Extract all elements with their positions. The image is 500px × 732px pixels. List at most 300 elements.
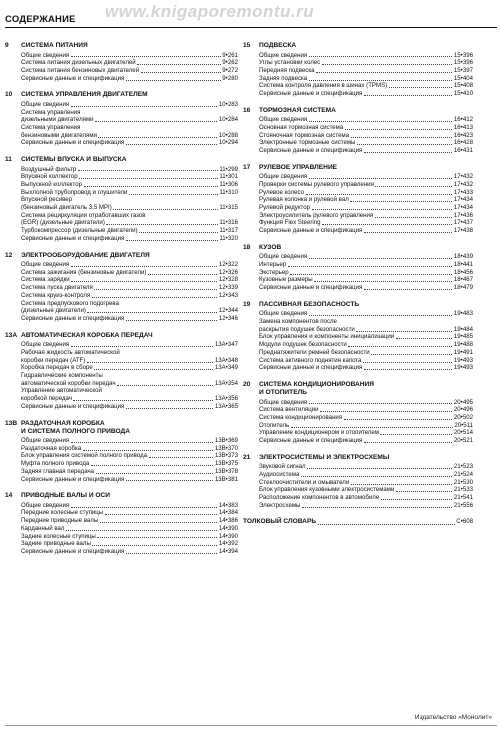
toc-entry[interactable] — [5, 387, 238, 402]
section-title — [259, 164, 473, 172]
entry-label: Управление кондиционером и отопителем — [259, 429, 379, 437]
section-title — [259, 244, 473, 252]
entry-page-number: 18•479 — [453, 284, 473, 292]
entry-label: Рулевая колонка и рулевой вал — [259, 196, 349, 204]
section-heading — [243, 107, 473, 115]
entry-page-number: 15•410 — [453, 90, 473, 98]
entry-label: Задняя главная передача — [21, 467, 95, 475]
dot-leader — [375, 217, 453, 218]
toc-entry[interactable] — [243, 341, 473, 349]
entry-label: Общие сведения — [21, 51, 70, 59]
glossary-label: ТОЛКОВЫЙ СЛОВАРЬ — [243, 518, 317, 526]
dot-leader — [309, 258, 453, 259]
dot-leader — [302, 507, 452, 508]
toc-entry[interactable] — [243, 227, 473, 235]
dot-leader — [318, 524, 455, 525]
entry-row — [21, 357, 238, 365]
entry-page-number: 12•339 — [218, 284, 238, 292]
entry-label-line: раскрытия подушек безопасности — [259, 325, 355, 333]
entry-label: Общие сведения — [21, 437, 70, 445]
toc-entry[interactable] — [243, 502, 473, 510]
toc-entry[interactable] — [243, 463, 473, 471]
entry-page-number: 10•284 — [218, 116, 238, 124]
toc-entry[interactable] — [5, 364, 238, 372]
section-title-line: КУЗОВ — [259, 243, 282, 251]
entry-page-number: 20•514 — [453, 429, 473, 437]
entry-page-number: 18•467 — [453, 276, 473, 284]
dot-leader — [71, 346, 214, 347]
dot-leader — [348, 346, 452, 347]
dot-leader — [396, 491, 453, 492]
section-number: 12 — [5, 251, 13, 259]
entry-page-number: 11•306 — [219, 180, 238, 188]
entry-page-number: 13В•370 — [214, 444, 238, 452]
toc-entry[interactable] — [243, 59, 473, 67]
dot-leader — [389, 87, 453, 88]
dot-leader — [66, 530, 217, 531]
section-heading — [5, 42, 238, 50]
watermark: www.knigaporemontu.ru — [105, 2, 315, 21]
dot-leader — [322, 224, 452, 225]
toc-entry[interactable] — [243, 139, 473, 147]
toc-entry[interactable] — [243, 269, 473, 277]
toc-entry[interactable] — [5, 437, 238, 445]
entry-page-number: 11•316 — [219, 219, 238, 227]
entry-page-number: 9•280 — [222, 74, 238, 82]
entry-page-number: 13В•375 — [214, 460, 238, 468]
toc-entry[interactable] — [243, 318, 473, 333]
entry-label-line: (дизельные двигатели) — [21, 307, 86, 315]
toc-entry[interactable] — [5, 212, 238, 227]
section-title — [259, 107, 473, 115]
dot-leader — [113, 209, 218, 210]
entry-label: Основная тормозная система — [259, 123, 344, 131]
toc-column-left — [5, 42, 238, 565]
toc-entry[interactable] — [243, 261, 473, 269]
toc-entry[interactable] — [5, 548, 238, 556]
toc-entry[interactable] — [5, 300, 238, 315]
toc-entry[interactable] — [243, 479, 473, 487]
toc-section — [243, 244, 473, 292]
entry-label: Кузовные размеры — [259, 276, 313, 284]
dot-leader — [396, 338, 453, 339]
entry-page-number: 15•396 — [453, 59, 473, 67]
section-title — [259, 454, 473, 462]
section-title — [21, 91, 238, 99]
dot-leader — [306, 194, 453, 195]
entry-page-number: 12•322 — [218, 261, 238, 269]
toc-entry[interactable] — [5, 445, 238, 453]
toc-entry[interactable] — [243, 276, 473, 284]
dot-leader — [92, 545, 217, 546]
toc-entry[interactable] — [5, 403, 238, 411]
toc-entry[interactable] — [5, 315, 238, 323]
section-heading — [243, 42, 473, 50]
toc-entry[interactable] — [243, 422, 473, 430]
toc-entry[interactable] — [243, 67, 473, 75]
entry-label: Блок управления и компоненты инициализации — [259, 333, 395, 341]
dot-leader — [363, 362, 452, 363]
dot-leader — [149, 457, 214, 458]
entry-label: Сервисные данные и спецификация — [21, 475, 125, 483]
dot-leader — [100, 522, 218, 523]
toc-entry[interactable] — [5, 502, 238, 510]
section-number: 20 — [243, 381, 251, 388]
entry-page-number: 17•432 — [453, 173, 473, 181]
dot-leader — [301, 476, 453, 477]
dot-leader — [357, 144, 452, 145]
page-title: СОДЕРЖАНИЕ — [5, 14, 76, 25]
dot-leader — [309, 56, 453, 57]
toc-entry[interactable] — [5, 181, 238, 189]
entry-page-number: 14•392 — [218, 540, 238, 548]
toc-entry[interactable] — [243, 90, 473, 98]
toc-entry[interactable] — [243, 357, 473, 365]
dot-leader — [98, 137, 217, 138]
header-divider — [5, 27, 497, 28]
entry-label: Система зарядки — [21, 276, 70, 284]
section-title-line: И ОТОПИТЕЛЬ — [259, 389, 307, 396]
dot-leader — [364, 152, 453, 153]
toc-entry[interactable] — [5, 372, 238, 387]
entry-page-number: 12•344 — [218, 307, 238, 315]
entry-page-number: 14•390 — [218, 524, 238, 532]
toc-section — [5, 252, 238, 323]
dot-leader — [129, 194, 218, 195]
toc-entry[interactable] — [243, 75, 473, 83]
section-number: 16 — [243, 106, 251, 114]
dot-leader — [117, 385, 213, 386]
toc-entry[interactable] — [5, 235, 238, 243]
toc-entry[interactable] — [5, 476, 238, 484]
toc-entry[interactable] — [243, 349, 473, 357]
dot-leader — [288, 266, 453, 267]
toc-entry[interactable] — [5, 533, 238, 541]
toc-entry[interactable] — [5, 67, 238, 75]
entry-label: Углы установки колес — [259, 59, 321, 67]
section-title — [21, 420, 238, 436]
dot-leader — [307, 468, 452, 469]
entry-label-line: Гидравлические компоненты — [21, 372, 103, 379]
dot-leader — [141, 72, 221, 73]
entry-label: Муфта полного привода — [21, 460, 90, 468]
entry-label: Сервисные данные и спецификация — [21, 314, 125, 322]
entry-page-number: 16•431 — [453, 147, 473, 155]
entry-page-number: 17•434 — [453, 204, 473, 212]
toc-section — [5, 91, 238, 147]
dot-leader — [126, 553, 218, 554]
toc-entry[interactable] — [5, 452, 238, 460]
entry-label: Общие сведения — [259, 253, 308, 261]
entry-label: Проверки системы рулевого управления — [259, 180, 374, 188]
toc-entry[interactable] — [5, 173, 238, 181]
toc-entry[interactable] — [243, 494, 473, 502]
entry-label: Отопитель — [259, 421, 290, 429]
toc-entry[interactable] — [243, 333, 473, 341]
entry-row — [21, 132, 238, 140]
entry-page-number: 13А•354 — [214, 379, 238, 387]
toc-entry[interactable] — [243, 406, 473, 414]
toc-entry[interactable] — [243, 310, 473, 318]
dot-leader — [139, 232, 218, 233]
entry-label: Сервисные данные и спецификация — [21, 547, 125, 555]
toc-entry[interactable] — [243, 437, 473, 445]
entry-label: Стояночная тормозная система — [259, 131, 350, 139]
entry-label-line: Система рециркуляции отработавших газов — [21, 211, 146, 219]
toc-section — [5, 420, 238, 484]
entry-label-line: дизельными двигателями — [21, 116, 94, 124]
toc-entry[interactable] — [243, 124, 473, 132]
entry-label-line: Система предпускового подогрева — [21, 299, 119, 307]
dot-leader — [290, 274, 452, 275]
section-number: 10 — [5, 91, 13, 99]
dot-leader — [309, 80, 453, 81]
toc-entry[interactable] — [243, 132, 473, 140]
toc-entry[interactable] — [5, 509, 238, 517]
glossary-page-number: С•608 — [456, 518, 473, 526]
toc-entry[interactable] — [243, 212, 473, 220]
entry-label: Система кондиционирования — [259, 413, 343, 421]
section-heading — [5, 91, 238, 99]
entry-label: Сервисные данные и спецификация — [259, 90, 363, 98]
toc-entry[interactable] — [5, 124, 238, 139]
dot-leader — [71, 106, 218, 107]
dot-leader — [291, 427, 453, 428]
toc-entry[interactable] — [5, 109, 238, 124]
toc-entry[interactable] — [243, 284, 473, 292]
section-title-line: СИСТЕМЫ ВПУСКА И ВЫПУСКА — [21, 156, 127, 164]
toc-entry[interactable] — [5, 460, 238, 468]
section-number: 13А — [5, 331, 18, 339]
entry-row — [21, 116, 238, 124]
dot-leader — [105, 514, 218, 515]
dot-leader — [126, 144, 218, 145]
section-heading — [243, 244, 473, 252]
entry-page-number: 14•390 — [218, 532, 238, 540]
entry-page-number: 14•386 — [218, 517, 238, 525]
entry-page-number: 20•496 — [453, 406, 473, 414]
entry-page-number: 20•495 — [453, 398, 473, 406]
dot-leader — [73, 400, 213, 401]
toc-entry[interactable] — [5, 166, 238, 174]
entry-page-number: 13А•365 — [214, 402, 238, 410]
entry-label-line: Система управления — [21, 123, 81, 131]
entry-label: Общие сведения — [259, 398, 308, 406]
toc-entry[interactable] — [243, 471, 473, 479]
entry-label-line: (бензиновый двигатель 3,5 MPI) — [21, 204, 112, 212]
toc-section — [5, 332, 238, 411]
entry-label: Сервисные данные и спецификация — [259, 147, 363, 155]
entry-label: Общие сведения — [259, 51, 308, 59]
toc-section — [243, 42, 473, 98]
section-title — [21, 492, 238, 500]
glossary-entry[interactable] — [243, 518, 473, 526]
dot-leader — [126, 480, 213, 481]
dot-leader — [97, 537, 217, 538]
toc-entry[interactable] — [243, 429, 473, 437]
entry-page-number: 13В•369 — [214, 437, 238, 445]
section-heading — [243, 381, 473, 397]
section-heading — [5, 420, 238, 436]
section-title-line: ПОДВЕСКА — [259, 42, 297, 49]
entry-page-number: 17•433 — [453, 188, 473, 196]
dot-leader — [364, 369, 453, 370]
entry-page-number: 21•524 — [453, 470, 473, 478]
toc-entry[interactable] — [5, 52, 238, 60]
dot-leader — [312, 209, 453, 210]
toc-entry[interactable] — [5, 284, 238, 292]
toc-entry[interactable] — [5, 276, 238, 284]
toc-entry[interactable] — [243, 147, 473, 155]
entry-page-number: 15•396 — [453, 51, 473, 59]
entry-page-number: 21•533 — [453, 486, 473, 494]
toc-entry[interactable] — [243, 181, 473, 189]
toc-entry[interactable] — [5, 468, 238, 476]
entry-label: Задняя подвеска — [259, 74, 308, 82]
toc-entry[interactable] — [5, 227, 238, 235]
entry-label: Воздушный фильтр — [21, 165, 77, 173]
dot-leader — [309, 315, 453, 316]
toc-entry[interactable] — [243, 204, 473, 212]
section-title-line: РУЛЕВОЕ УПРАВЛЕНИЕ — [259, 163, 338, 171]
entry-page-number: 16•412 — [453, 116, 473, 124]
entry-page-number: 19•483 — [453, 310, 473, 318]
entry-label: Сервисные данные и спецификация — [21, 402, 125, 410]
entry-label: Система зажигания (бензиновые двигатели) — [21, 268, 147, 276]
entry-label: Звуковой сигнал — [259, 463, 306, 471]
dot-leader — [320, 411, 452, 412]
section-number: 21 — [243, 453, 251, 461]
entry-label-line: бензиновыми двигателями — [21, 131, 97, 139]
dot-leader — [83, 450, 214, 451]
entry-label: Система вентиляции — [259, 406, 319, 414]
toc-entry[interactable] — [5, 540, 238, 548]
entry-label: Сервисные данные и спецификация — [259, 227, 363, 235]
entry-label: Выхлопной трубопровод и глушители — [21, 188, 128, 196]
entry-page-number: 12•328 — [218, 276, 238, 284]
entry-page-number: 21•556 — [453, 501, 473, 509]
toc-entry[interactable] — [5, 292, 238, 300]
toc-entry[interactable] — [243, 399, 473, 407]
section-number: 15 — [243, 42, 251, 49]
section-heading — [5, 332, 238, 340]
toc-entry[interactable] — [243, 196, 473, 204]
entry-page-number: 13А•356 — [214, 395, 238, 403]
dot-leader — [309, 178, 453, 179]
toc-entry[interactable] — [5, 59, 238, 67]
entry-label-line: (EGR) (дизельные двигатели) — [21, 219, 105, 227]
toc-entry[interactable] — [5, 269, 238, 277]
toc-entry[interactable] — [5, 517, 238, 525]
toc-entry[interactable] — [243, 253, 473, 261]
toc-entry[interactable] — [243, 189, 473, 197]
toc-entry[interactable] — [243, 486, 473, 494]
entry-page-number: 9•261 — [222, 51, 238, 59]
dot-leader — [351, 137, 453, 138]
entry-row — [21, 395, 238, 403]
toc-entry[interactable] — [5, 525, 238, 533]
toc-entry[interactable] — [5, 101, 238, 109]
toc-entry[interactable] — [5, 196, 238, 211]
dot-leader — [71, 507, 218, 508]
toc-entry[interactable] — [243, 364, 473, 372]
dot-leader — [375, 186, 452, 187]
dot-leader — [380, 434, 452, 435]
dot-leader — [79, 178, 218, 179]
entry-label: Преднатяжители ремней безопасности — [259, 348, 370, 356]
dot-leader — [71, 266, 218, 267]
section-title-line: СИСТЕМА УПРАВЛЕНИЯ ДВИГАТЕЛЕМ — [21, 91, 148, 99]
entry-page-number: 20•511 — [454, 421, 473, 429]
section-number: 18 — [243, 243, 251, 251]
entry-label: Блок управления кузовными электросистемами — [259, 486, 395, 494]
entry-label-line: коробки передач (ATF) — [21, 356, 86, 364]
toc-entry[interactable] — [5, 139, 238, 147]
toc-entry[interactable] — [243, 52, 473, 60]
entry-page-number: 19•493 — [453, 356, 473, 364]
entry-page-number: 19•484 — [453, 325, 473, 333]
entry-label: Система пуска двигателя — [21, 284, 93, 292]
dot-leader — [95, 121, 217, 122]
entry-page-number: 11•315 — [219, 204, 238, 212]
entry-page-number: 16•428 — [453, 139, 473, 147]
toc-section — [243, 381, 473, 445]
dot-leader — [309, 121, 453, 122]
dot-leader — [71, 56, 221, 57]
entry-label: Передние колесные ступицы — [21, 509, 104, 517]
section-title-line: СИСТЕМА ПИТАНИЯ — [21, 42, 88, 49]
entry-page-number: 15•408 — [453, 82, 473, 90]
entry-label: Система активного поднятия капота — [259, 356, 362, 364]
section-heading — [243, 164, 473, 172]
entry-label: Общие сведения — [259, 116, 308, 124]
entry-label: Общие сведения — [21, 501, 70, 509]
entry-page-number: 19•488 — [453, 341, 473, 349]
toc-entry[interactable] — [243, 219, 473, 227]
entry-page-number: 20•502 — [453, 413, 473, 421]
toc-entry[interactable] — [5, 261, 238, 269]
dot-leader — [344, 419, 453, 420]
entry-label: Сервисные данные и спецификация — [259, 364, 363, 372]
dot-leader — [322, 64, 453, 65]
entry-label: Сервисные данные и спецификация — [259, 437, 363, 445]
toc-entry[interactable] — [5, 189, 238, 197]
toc-entry[interactable] — [5, 341, 238, 349]
toc-column-right — [243, 42, 473, 526]
entry-label: Стеклоочистители и омыватели — [259, 478, 350, 486]
dot-leader — [71, 281, 217, 282]
entry-page-number: 13А•348 — [214, 356, 238, 364]
section-title — [259, 301, 473, 309]
toc-entry[interactable] — [243, 82, 473, 90]
entry-label: Экстерьер — [259, 268, 289, 276]
toc-entry[interactable] — [243, 414, 473, 422]
entry-page-number: 17•436 — [453, 211, 473, 219]
entry-label: Передние приводные валы — [21, 517, 99, 525]
dot-leader — [78, 170, 218, 171]
entry-page-number: 20•521 — [453, 437, 473, 445]
dot-leader — [345, 129, 453, 130]
toc-entry[interactable] — [5, 349, 238, 364]
entry-page-number: 10•283 — [218, 100, 238, 108]
toc-entry[interactable] — [243, 116, 473, 124]
entry-page-number: 18•439 — [453, 253, 473, 261]
section-number: 9 — [5, 42, 9, 49]
toc-entry[interactable] — [5, 75, 238, 83]
toc-entry[interactable] — [243, 173, 473, 181]
entry-label: Система питания бензиновых двигателей — [21, 66, 140, 74]
entry-label: Система контроля давления в шинах (TPMS) — [259, 82, 388, 90]
